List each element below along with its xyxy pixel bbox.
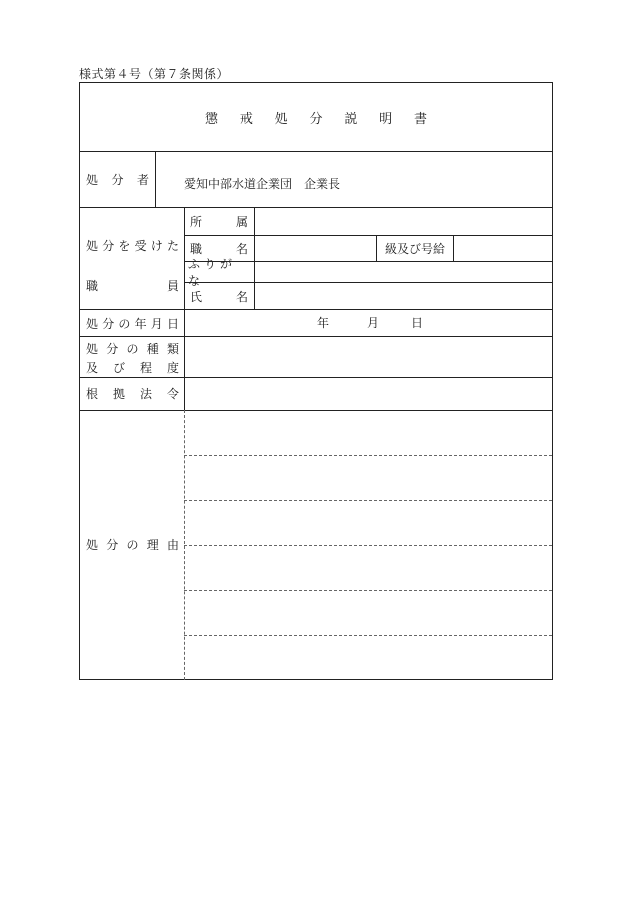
form-number: 様式第４号（第７条関係） [79,67,230,81]
reason-line-field[interactable] [188,503,548,543]
reason-line-field[interactable] [188,593,548,633]
reason-line-field[interactable] [188,458,548,498]
legal-basis-field[interactable] [188,383,548,405]
reason-line-field[interactable] [188,413,548,453]
column-divider [254,207,255,309]
employee-label-line1: 処 分 を 受 け た [86,238,179,253]
legal-basis-label: 根 拠 法 令 [86,386,179,401]
affiliation-field[interactable] [258,211,548,231]
row-divider [80,207,552,208]
column-divider [453,235,454,261]
date-day-unit: 日 [411,316,424,330]
date-year-unit: 年 [317,316,330,330]
position-label: 職 名 [190,241,248,256]
reason-line [184,635,552,636]
position-field[interactable] [258,238,372,258]
date-month-unit: 月 [367,316,380,330]
authority-label: 処 分 者 [86,172,149,187]
row-divider [80,336,552,337]
furigana-label: ふりがな [188,257,237,288]
row-divider [80,410,552,411]
employee-label-line2: 職 員 [86,278,179,293]
row-divider [80,309,552,310]
reason-line-field[interactable] [188,548,548,588]
row-divider [80,151,552,152]
disciplinary-explanation-form [79,82,553,680]
reason-line [184,455,552,456]
reason-line [184,545,552,546]
reason-line [184,590,552,591]
date-label: 処 分 の 年 月 日 [86,316,179,331]
reason-line [184,500,552,501]
name-field[interactable] [258,286,548,306]
type-label-line2: 及 び 程 度 [86,360,179,375]
name-label: 氏 名 [190,289,248,304]
row-divider [80,377,552,378]
affiliation-label: 所 属 [190,214,248,229]
authority-value: 愛知中部水道企業団 企業長 [184,177,341,191]
furigana-field[interactable] [258,263,548,281]
column-divider [184,410,185,680]
column-divider [184,207,185,410]
reason-label: 処 分 の 理 由 [86,537,179,552]
grade-label: 級及び号給 [384,242,445,256]
form-title: 懲 戒 処 分 説 明 書 [205,111,427,127]
row-divider [184,235,552,236]
type-field[interactable] [188,341,548,373]
grade-field[interactable] [457,238,549,258]
type-label-line1: 処 分 の 種 類 [86,341,179,356]
reason-line-field[interactable] [188,638,548,678]
column-divider [155,151,156,207]
